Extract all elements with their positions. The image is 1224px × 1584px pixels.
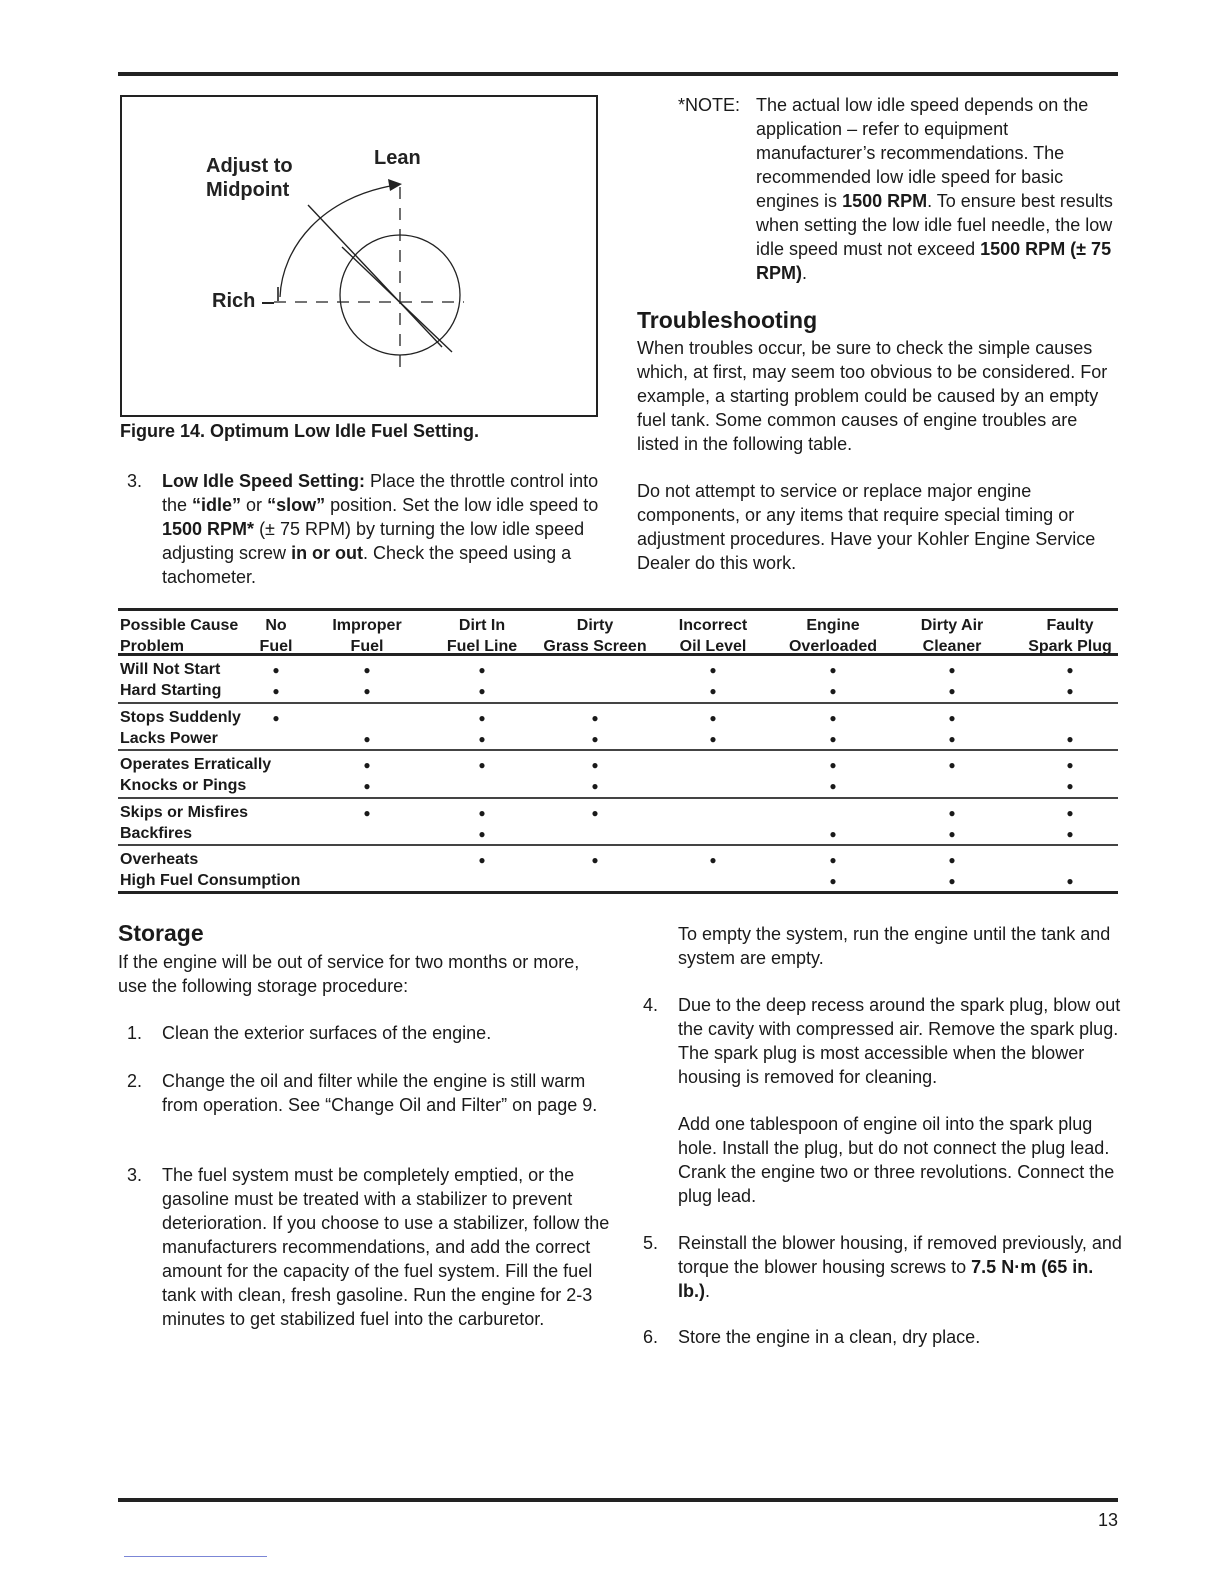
table-cell-mark: ● [363,805,371,820]
table-row-group [118,704,1118,752]
header-cause-line1: Engine [806,617,860,634]
table-cell-mark: ● [948,731,956,746]
step-number: 3. [126,471,142,491]
table-cell-mark: ● [829,710,837,725]
table-row-problem: Stops Suddenly [120,708,241,726]
screw-slot-line [308,205,442,347]
table-cell-mark: ● [709,710,717,725]
header-cause-line1: Dirt In [458,617,506,634]
table-cell-mark: ● [829,779,837,794]
table-cell-mark: ● [948,874,956,889]
top-rule [118,72,1118,76]
header-cause-line2: Oil Level [679,638,747,655]
header-cause-line2: Fuel Line [446,638,518,655]
header-cause-line1: Dirty [576,617,614,634]
bottom-rule [118,1498,1118,1502]
table-cell-mark: ● [478,684,486,698]
step-3-low-idle-speed: 3. Low Idle Speed Setting: Place the throttle control into the “idle” or “slow” position. Set the low idle speed to 1500 RPM* (± 75 RPM) by turning the low idle speed adjusting screw in or out. Check the speed using a tachometer. [120,469,600,589]
table-cell-mark: ● [1066,684,1074,698]
table-cell-mark: ● [478,805,486,820]
table-row-problem: Hard Starting [120,682,222,699]
table-cell-mark: ● [709,853,717,868]
table-cell-mark: ● [1066,874,1074,889]
table-cell-mark: ● [478,853,486,868]
storage-step-2: 2. Change the oil and filter while the engine is still warm from operation. See “Change Oil and Filter” on page 9. [126,1071,598,1115]
header-cause-line1: Dirty Air [920,617,984,634]
table-cell-mark: ● [363,779,371,794]
storage-heading: Storage [118,920,204,946]
header-cause-line1: Faulty [1046,617,1094,634]
header-cause-line2: Fuel [259,638,293,655]
table-header [118,608,1118,656]
table-row-group [118,751,1118,799]
bottom-decorative-line [124,1556,267,1557]
table-cell-mark: ● [272,684,280,698]
table-cell-mark: ● [948,663,956,677]
table-cell-mark: ● [478,826,486,841]
table-cell-mark: ● [591,853,599,868]
table-cell-mark: ● [478,710,486,725]
table-cell-mark: ● [363,758,371,773]
storage-step-4-oil: Add one tablespoon of engine oil into the spark plug hole. Install the plug, but do not connect the plug lead. Crank the engine two or three revolutions. Connect the plug lead. [678,1114,1115,1206]
table-row-problem: Skips or Misfires [120,803,249,821]
header-cause-line2: Fuel [350,638,384,655]
table-cell-mark: ● [948,853,956,868]
table-cell-mark: ● [272,663,280,677]
table-row-problem: Operates Erratically [120,756,272,774]
table-cell-mark: ● [478,758,486,773]
header-cause-line1: Improper [332,617,402,634]
table-cell-mark: ● [948,710,956,725]
table-row-problem: Lacks Power [120,729,218,747]
header-problem: Problem [120,638,185,655]
table-cell-mark: ● [1066,663,1074,677]
table-cell-mark: ● [1066,779,1074,794]
table-cell-mark: ● [948,684,956,698]
table-cell-mark: ● [591,758,599,773]
figure-14-diagram [120,95,598,417]
figure-caption: Figure 14. Optimum Low Idle Fuel Setting. [120,421,480,441]
note-label: *NOTE: [678,95,741,115]
table-cell-mark: ● [363,731,371,746]
fuel-setting-dial-diagram [122,97,596,415]
table-cell-mark: ● [829,826,837,841]
storage-step-5: 5. Reinstall the blower housing, if removed previously, and torque the blower housing screws to 7.5 N·m (65 in. lb.). [642,1233,1122,1301]
label-midpoint: Midpoint [206,179,290,201]
storage-intro: If the engine will be out of service for two months or more, use the following storage procedure: [118,952,580,996]
header-cause-line2: Overloaded [788,638,878,655]
troubleshooting-paragraph-2: Do not attempt to service or replace major engine components, or any items that require special timing or adjustment procedures. Have your Kohler Engine Service Dealer do this work. [637,481,1096,573]
storage-step-4: 4. Due to the deep recess around the spark plug, blow out the cavity with compressed air. Remove the spark plug. The spark plug is most accessible when the blower housing is removed for cleaning. [642,995,1121,1087]
label-rich: Rich [212,290,256,312]
table-cell-mark: ● [478,731,486,746]
table-cell-mark: ● [829,758,837,773]
storage-step-3-continued: To empty the system, run the engine until the tank and system are empty. [678,924,1111,968]
table-cell-mark: ● [591,779,599,794]
header-possible-cause: Possible Cause [120,617,239,634]
table-cell-mark: ● [709,684,717,698]
storage-step-6: 6. Store the engine in a clean, dry place. [642,1327,981,1347]
label-adjust-to: Adjust to [206,155,293,177]
troubleshooting-paragraph-1: When troubles occur, be sure to check the simple causes which, at first, may seem too obvious to be considered. For example, a starting problem could be caused by an empty fuel tank. Some common causes of engine troubles are listed in the following table. [637,338,1108,454]
troubleshooting-heading: Troubleshooting [637,307,818,333]
table-cell-mark: ● [948,805,956,820]
table-row-group [118,799,1118,847]
table-cell-mark: ● [1066,826,1074,841]
note-text: The actual low idle speed depends on the application – refer to equipment manufacturer’s recommendations. The recommended low idle speed for basic engines is 1500 RPM. To ensure best results when setting the low idle fuel needle, the low idle speed must not exceed 1500 RPM (± 75 RPM). [756,95,1113,283]
table-cell-mark: ● [829,663,837,677]
step-title: Low Idle Speed Setting: [162,471,366,491]
header-cause-line1: Incorrect [678,617,748,634]
table-cell-mark: ● [829,853,837,868]
table-cell-mark: ● [829,874,837,889]
header-cause-line2: Cleaner [922,638,982,655]
table-row-problem: Knocks or Pings [120,777,247,795]
table-cell-mark: ● [948,758,956,773]
label-lean: Lean [374,147,421,169]
table-cell-mark: ● [829,731,837,746]
header-cause-line2: Grass Screen [543,638,647,655]
table-row-problem: High Fuel Consumption [120,872,301,890]
storage-step-1: 1. Clean the exterior surfaces of the engine. [126,1023,492,1043]
header-cause-line2: Spark Plug [1028,638,1112,655]
table-cell-mark: ● [591,731,599,746]
page-number: 13 [1097,1510,1118,1530]
table-cell-mark: ● [363,663,371,677]
table-cell-mark: ● [591,805,599,820]
table-cell-mark: ● [1066,731,1074,746]
table-cell-mark: ● [591,710,599,725]
table-cell-mark: ● [1066,805,1074,820]
table-cell-mark: ● [363,684,371,698]
table-cell-mark: ● [829,684,837,698]
table-row-problem: Overheats [120,851,199,869]
table-row-group [118,846,1118,894]
table-row-problem: Backfires [120,824,193,842]
table-cell-mark: ● [1066,758,1074,773]
table-cell-mark: ● [709,663,717,677]
table-cell-mark: ● [709,731,717,746]
storage-step-3: 3. The fuel system must be completely emptied, or the gasoline must be treated with a stabilizer to prevent deterioration. If you choose to use a stabilizer, follow the manufacturers recommendations, and add the correct amount for the capacity of the fuel system. Fill the fuel tank with clean, fresh gasoline. Run the engine for 2-3 minutes to get stabilized fuel into the carburetor. [126,1165,610,1329]
screw-slot-line [342,247,452,352]
table-row-problem: Will Not Start [120,661,221,678]
rich-dash-icon [262,302,274,304]
table-row-group [118,656,1118,704]
header-cause-line1: No [265,617,287,634]
table-cell-mark: ● [272,710,280,725]
table-cell-mark: ● [478,663,486,677]
table-cell-mark: ● [948,826,956,841]
